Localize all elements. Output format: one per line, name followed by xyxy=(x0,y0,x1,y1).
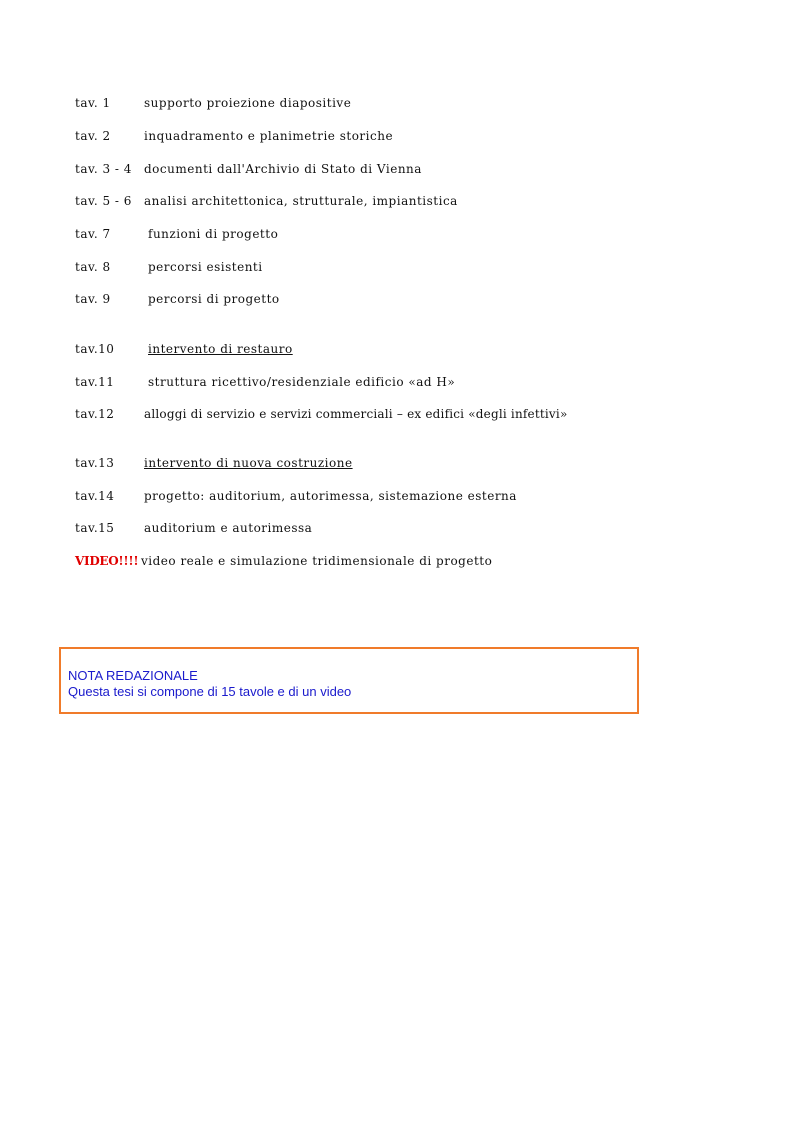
list-item-tav-14 xyxy=(75,489,517,503)
video-label: VIDEO!!!! xyxy=(75,554,139,568)
tav-number: tav. 5 - 6 xyxy=(75,194,132,208)
list-item-tav-15 xyxy=(75,521,312,535)
tav-number: tav.14 xyxy=(75,489,115,503)
tav-number: tav.15 xyxy=(75,521,115,535)
tav-description: documenti dall'Archivio di Stato di Vienna xyxy=(144,162,422,176)
tav-description: funzioni di progetto xyxy=(148,227,279,241)
tav-number: tav. 2 xyxy=(75,129,111,143)
list-item-tav-2 xyxy=(75,129,393,143)
tav-description: percorsi esistenti xyxy=(148,260,263,274)
tav-number: tav. 8 xyxy=(75,260,111,274)
tav-number: tav.13 xyxy=(75,456,115,470)
list-item-tav-10 xyxy=(75,342,293,356)
list-item-video xyxy=(75,554,492,568)
tav-number: tav.12 xyxy=(75,407,115,421)
tav-description: supporto proiezione diapositive xyxy=(144,96,352,110)
tav-description: alloggi di servizio e servizi commerciali – ex edifici «degli infettivi» xyxy=(144,407,568,421)
note-title: NOTA REDAZIONALE xyxy=(68,668,198,683)
section-heading-nuova-costruzione: intervento di nuova costruzione xyxy=(144,456,353,470)
tav-description: struttura ricettivo/residenziale edificio «ad H» xyxy=(148,375,456,389)
tav-number: tav. 9 xyxy=(75,292,111,306)
list-item-tav-7 xyxy=(75,227,278,241)
note-text: Questa tesi si compone di 15 tavole e di un video xyxy=(68,684,352,699)
video-description: video reale e simulazione tridimensionale di progetto xyxy=(141,554,493,568)
list-item-tav-3-4 xyxy=(75,162,422,176)
editorial-note-box xyxy=(59,647,639,714)
list-item-tav-13 xyxy=(75,456,353,470)
list-item-tav-12 xyxy=(75,407,567,421)
tav-number: tav. 3 - 4 xyxy=(75,162,132,176)
list-item-tav-11 xyxy=(75,375,455,389)
tav-number: tav.10 xyxy=(75,342,115,356)
list-item-tav-8 xyxy=(75,260,263,274)
list-item-tav-1 xyxy=(75,96,351,110)
tav-description: inquadramento e planimetrie storiche xyxy=(144,129,394,143)
list-item-tav-9 xyxy=(75,292,280,306)
tav-number: tav. 1 xyxy=(75,96,111,110)
tav-number: tav.11 xyxy=(75,375,115,389)
tav-description: progetto: auditorium, autorimessa, sistemazione esterna xyxy=(144,489,517,503)
section-heading-restauro: intervento di restauro xyxy=(148,342,293,356)
tav-number: tav. 7 xyxy=(75,227,111,241)
tav-description: percorsi di progetto xyxy=(148,292,280,306)
tav-description: analisi architettonica, strutturale, impiantistica xyxy=(144,194,458,208)
list-item-tav-5-6 xyxy=(75,194,458,208)
tav-description: auditorium e autorimessa xyxy=(144,521,313,535)
